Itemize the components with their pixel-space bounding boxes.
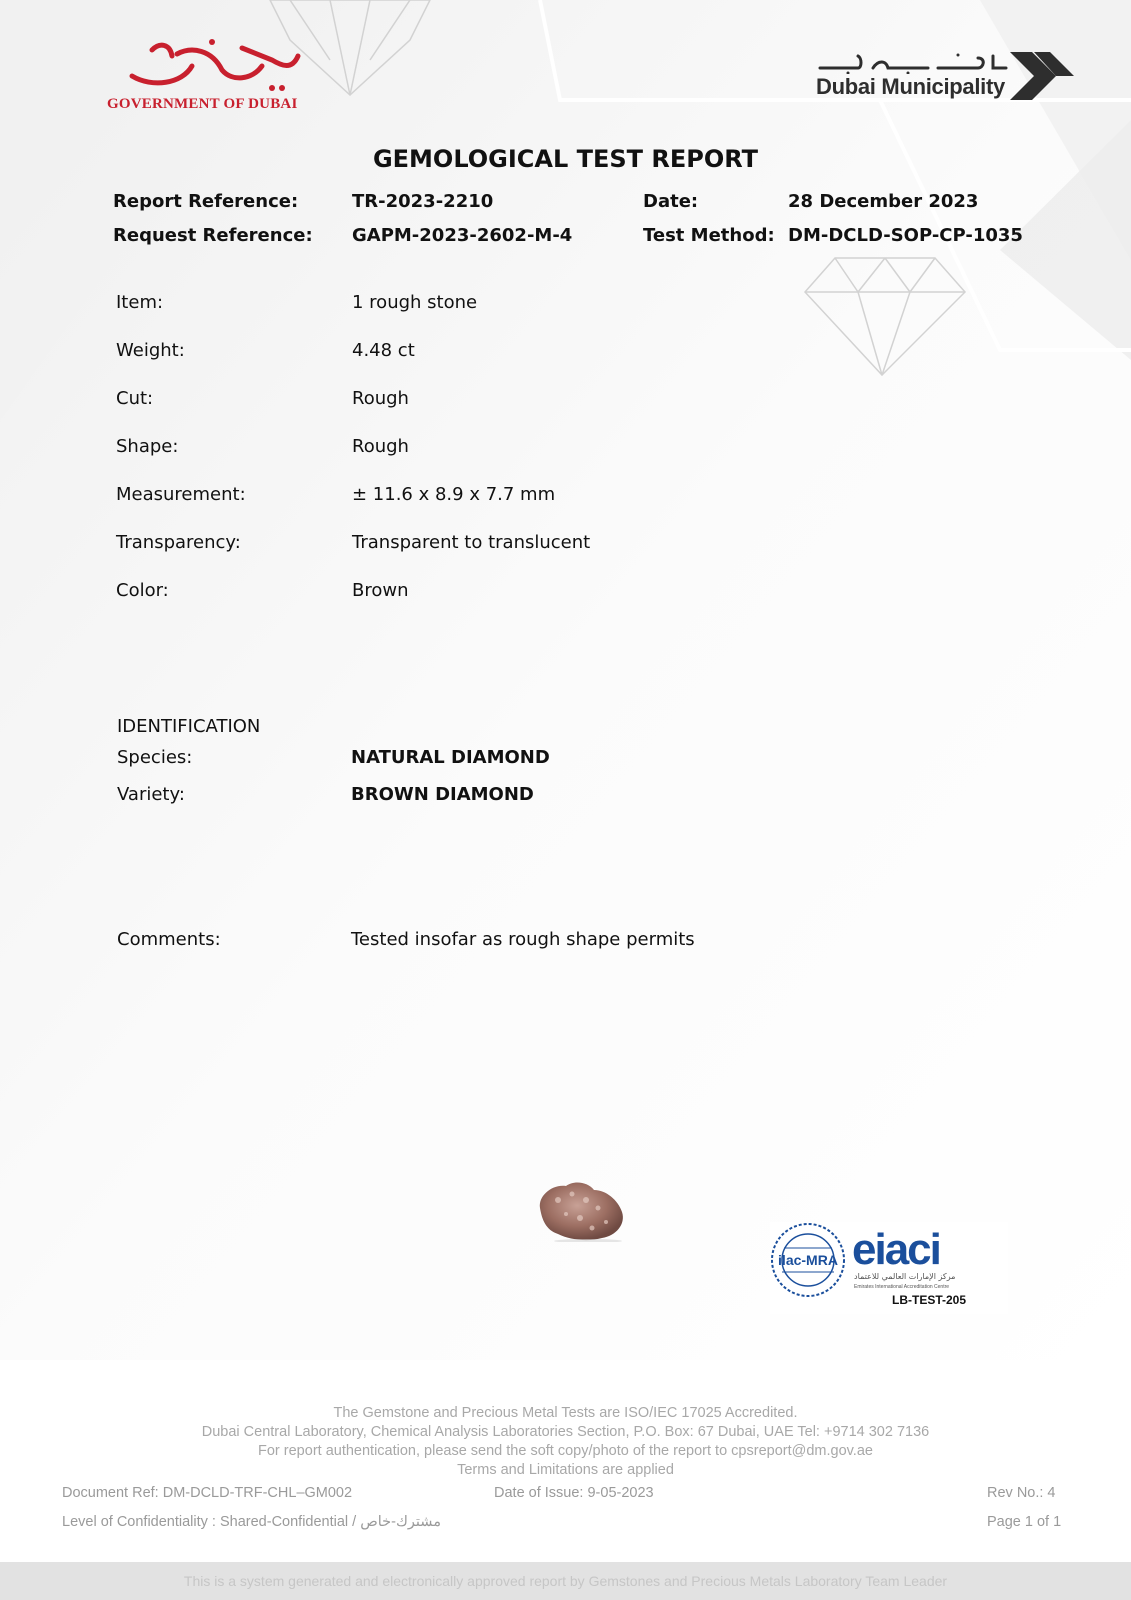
comments-label: Comments:: [117, 929, 221, 950]
variety-value: BROWN DIAMOND: [351, 784, 534, 805]
measurement-label: Measurement:: [116, 484, 246, 505]
government-of-dubai-label: GOVERNMENT OF DUBAI: [107, 96, 298, 112]
page-number: Page 1 of 1: [987, 1514, 1062, 1530]
eiac-arabic-text: مركز الإمارات العالمي للاعتماد: [854, 1272, 956, 1281]
footer-line-accreditation: The Gemstone and Precious Metal Tests are ISO/IEC 17025 Accredited.: [333, 1405, 798, 1421]
ilac-mra-logo: [772, 1224, 844, 1296]
confidentiality-level: Level of Confidentiality : Shared-Confidential / مشترك-خاص: [62, 1514, 442, 1530]
footer-line-address: Dubai Central Laboratory, Chemical Analysis Laboratories Section, P.O. Box: 67 Dubai, UAE Tel: +9714 302 7136: [201, 1424, 930, 1440]
item-label: Item:: [116, 292, 164, 313]
cut-label: Cut:: [116, 388, 154, 409]
dubai-municipality-arabic-logo: [818, 52, 1008, 74]
test-method-value: DM-DCLD-SOP-CP-1035: [788, 225, 1023, 246]
system-note: This is a system generated and electronically approved report by Gemstones and Precious Metals Laboratory Team Leader: [183, 1573, 948, 1589]
shape-value: Rough: [352, 436, 409, 457]
ilac-mra-text: ilac-MRA: [778, 1252, 838, 1268]
cut-value: Rough: [352, 388, 409, 409]
date-value: 28 December 2023: [788, 191, 979, 212]
variety-label: Variety:: [117, 784, 185, 805]
date-of-issue: Date of Issue: 9-05-2023: [494, 1485, 654, 1501]
item-value: 1 rough stone: [352, 292, 478, 313]
government-of-dubai-logo: [122, 36, 302, 96]
eiac-subtitle: Emirates International Accreditation Centre: [854, 1284, 950, 1290]
color-label: Color:: [116, 580, 169, 601]
transparency-value: Transparent to translucent: [352, 532, 591, 553]
weight-value: 4.48 ct: [352, 340, 415, 361]
report-reference-value: TR-2023-2210: [352, 191, 494, 212]
footer-line-terms: Terms and Limitations are applied: [457, 1462, 674, 1478]
lb-test-code: LB-TEST-205: [892, 1293, 967, 1307]
comments-value: Tested insofar as rough shape permits: [351, 929, 695, 950]
color-value: Brown: [352, 580, 409, 601]
request-reference-value: GAPM-2023-2602-M-4: [352, 225, 573, 246]
transparency-label: Transparency:: [116, 532, 241, 553]
species-value: NATURAL DIAMOND: [351, 747, 550, 768]
date-label: Date:: [643, 191, 699, 212]
document-ref: Document Ref: DM-DCLD-TRF-CHL–GM002: [62, 1485, 353, 1501]
report-reference-label: Report Reference:: [113, 191, 299, 212]
test-method-label: Test Method:: [643, 225, 775, 246]
species-label: Species:: [117, 747, 193, 768]
identification-heading: IDENTIFICATION: [117, 716, 261, 737]
rev-no: Rev No.: 4: [987, 1485, 1056, 1501]
measurement-value: ± 11.6 x 8.9 x 7.7 mm: [352, 484, 556, 505]
shape-label: Shape:: [116, 436, 179, 457]
rough-diamond-photo: [536, 1178, 628, 1242]
accreditation-logos: [770, 1222, 1008, 1314]
footer-line-authentication: For report authentication, please send the soft copy/photo of the report to cpsreport@dm.gov.ae: [258, 1443, 873, 1459]
weight-label: Weight:: [116, 340, 185, 361]
request-reference-label: Request Reference:: [113, 225, 313, 246]
dubai-municipality-chevron-logo: [1010, 52, 1074, 100]
report-title: GEMOLOGICAL TEST REPORT: [372, 145, 759, 173]
eiac-text: eiaci: [852, 1225, 940, 1274]
dubai-municipality-label: Dubai Municipality: [816, 74, 1005, 99]
